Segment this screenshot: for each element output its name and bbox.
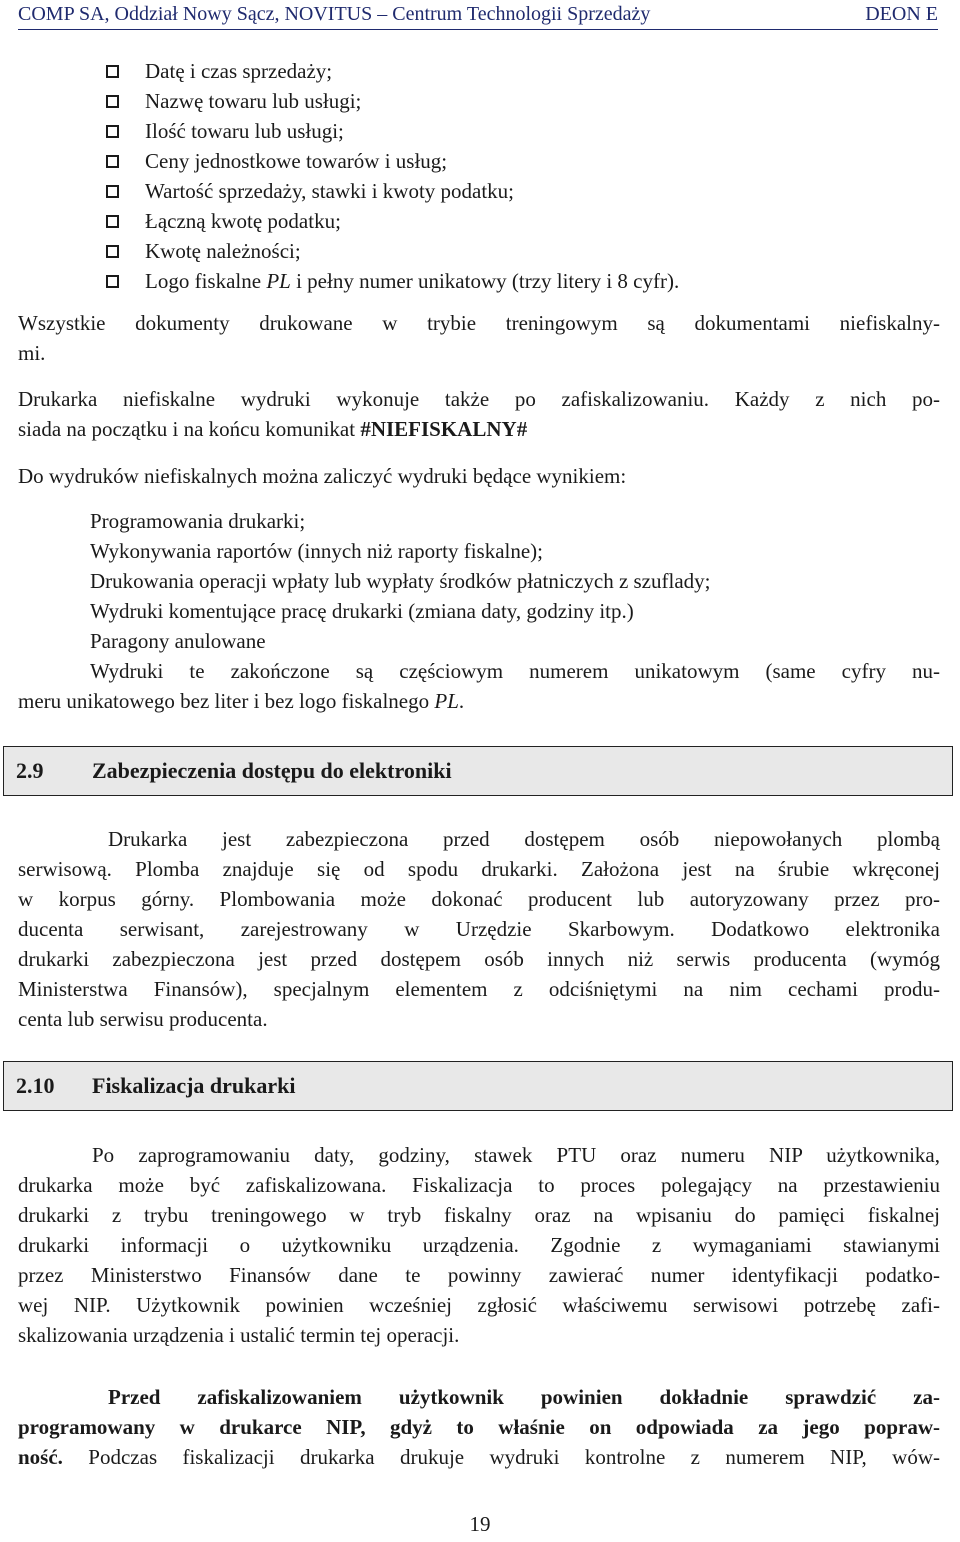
checkbox-icon (106, 275, 119, 288)
checkbox-icon (106, 95, 119, 108)
list-item: Ilość towaru lub usługi; (106, 116, 679, 146)
receipt-contents-list (106, 56, 679, 296)
list-item: Logo fiskalne PL i pełny numer unikatowy (trzy litery i 8 cyfr). (106, 266, 679, 296)
list-item: Datę i czas sprzedaży; (106, 56, 679, 86)
list-item: Drukowania operacji wpłaty lub wypłaty środków płatniczych z szuflady; (90, 569, 711, 593)
header-rule (18, 29, 938, 30)
header-company: COMP SA, Oddział Nowy Sącz, NOVITUS – Centrum Technologii Sprzedaży (18, 3, 651, 25)
checkbox-icon (106, 65, 119, 78)
section-heading-2-9 (3, 746, 953, 796)
list-item: Programowania drukarki; (90, 509, 306, 533)
checkbox-icon (106, 215, 119, 228)
checkbox-icon (106, 185, 119, 198)
paragraph-security: Drukarka jest zabezpieczona przed dostępem osób niepowołanych plombą serwisową. Plomba znajduje się od spodu drukarki. Założona jest na śrubie wkręconej w korpus górny. Plombowania może dokonać producent lub autoryzowany przez pro- ducenta serwisant, zarejestrowany w Urzędzie Skarbowym. Dodatkowo elektronika drukarki zabezpieczona jest przed dostępem osób innych niż serwis producenta (wymóg Ministerstwa Finansów), specjalnym elementem z odciśniętymi na nim cechami produ- centa lub serwisu producenta. (18, 827, 940, 1031)
list-item: Kwotę należności; (106, 236, 679, 266)
paragraph-fiscalization: Po zaprogramowaniu daty, godziny, stawek PTU oraz numeru NIP użytkownika, drukarka może być zafiskalizowana. Fiskalizacja to proces polegający na przestawieniu drukarki z trybu treningowego w tryb fiskalny oraz na wpisaniu do pamięci fiskalnej drukarki informacji o użytkowniku urządzenia. Zgodnie z wymaganiami stawianymi przez Ministerstwo Finansów dane te powinny zawierać numer identyfikacji podatko- wej NIP. Użytkownik powinien wcześniej zgłosić właściwemu serwisowi potrzebę zafi- skalizowania urządzenia i ustalić termin tej operacji. (18, 1143, 940, 1347)
header-model: DEON E (865, 3, 938, 25)
list-item: Ceny jednostkowe towarów i usług; (106, 146, 679, 176)
section-number: 2.10 (16, 1073, 55, 1098)
list-item: Wydruki komentujące pracę drukarki (zmiana daty, godziny itp.) (90, 599, 634, 623)
section-title: Fiskalizacja drukarki (92, 1073, 296, 1098)
paragraph-warning: Przed zafiskalizowaniem użytkownik powinien dokładnie sprawdzić za- programowany w drukarce NIP, gdyż to właśnie on odpowiada za jego popraw- ność. Podczas fiskalizacji drukarka drukuje wydruki kontrolne z numerem NIP, wów- (18, 1385, 940, 1469)
list-item: Wartość sprzedaży, stawki i kwoty podatku; (106, 176, 679, 206)
list-item: Łączną kwotę podatku; (106, 206, 679, 236)
checkbox-icon (106, 245, 119, 258)
page-number: 19 (469, 1512, 491, 1536)
checkbox-icon (106, 125, 119, 138)
section-heading-2-10 (3, 1061, 953, 1111)
paragraph-training-mode: Wszystkie dokumenty drukowane w trybie treningowym są dokumentami niefiskalny- mi. (18, 311, 940, 365)
page-header (0, 0, 960, 28)
list-item: Nazwę towaru lub usługi; (106, 86, 679, 116)
list-item: Wykonywania raportów (innych niż raporty fiskalne); (90, 539, 544, 563)
paragraph-nonfiscal: Drukarka niefiskalne wydruki wykonuje także po zafiskalizowaniu. Każdy z nich po- siada na początku i na końcu komunikat #NIEFISKALNY# (18, 387, 940, 441)
paragraph-list-intro: Do wydruków niefiskalnych można zaliczyć wydruki będące wynikiem: (18, 464, 627, 488)
section-title: Zabezpieczenia dostępu do elektroniki (92, 758, 452, 783)
section-number: 2.9 (16, 758, 44, 783)
paragraph-partial-number: Paragony anulowane Wydruki te zakończone są częściowym numerem unikatowym (same cyfry nu- meru unikatowego bez liter i bez logo fiskalnego PL. (18, 629, 940, 713)
nonfiscal-printouts-list (90, 506, 710, 626)
checkbox-icon (106, 155, 119, 168)
